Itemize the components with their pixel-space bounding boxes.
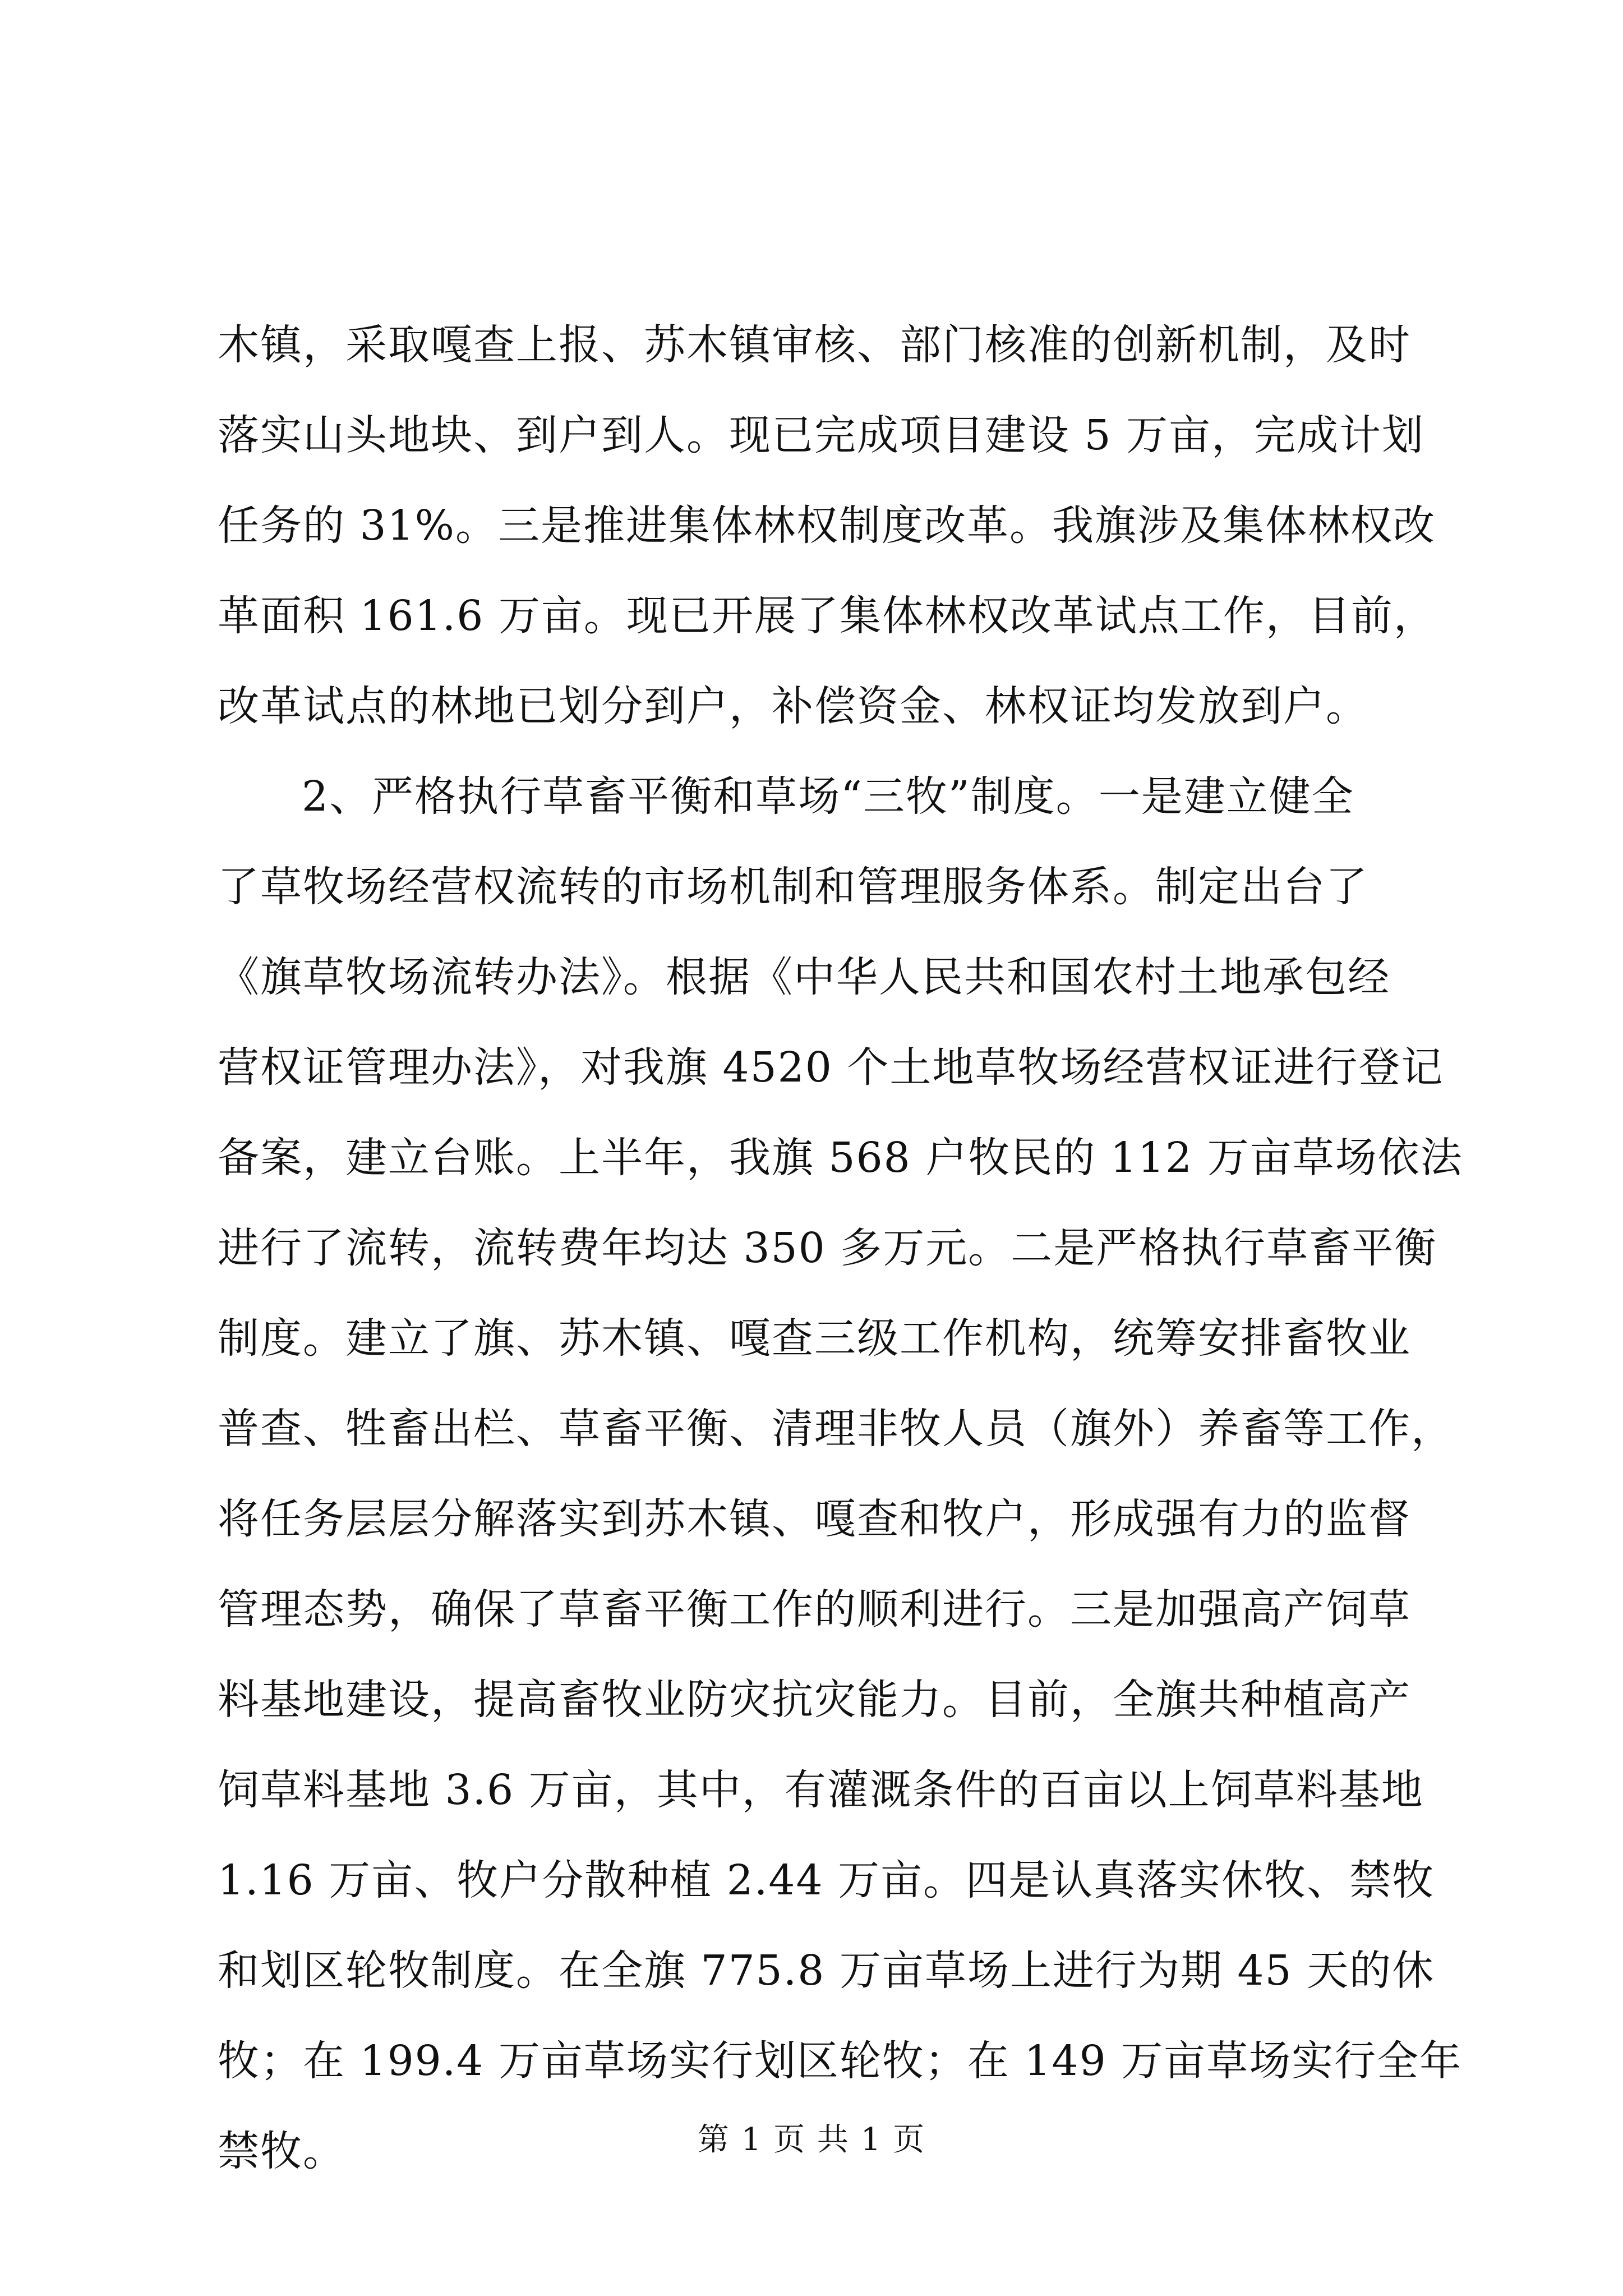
text-line: 将任务层层分解落实到苏木镇、嘎查和牧户，形成强有力的监督 bbox=[218, 1495, 1411, 1543]
body-text bbox=[218, 300, 1463, 2197]
text-line: 任务的 31%。三是推进集体林权制度改革。我旗涉及集体林权改 bbox=[218, 501, 1436, 550]
text-line: 1.16 万亩、牧户分散种植 2.44 万亩。四是认真落实休牧、禁牧 bbox=[218, 1856, 1435, 1904]
text-line: 营权证管理办法》，对我旗 4520 个土地草牧场经营权证进行登记 bbox=[218, 1043, 1444, 1092]
text-line: 料基地建设，提高畜牧业防灾抗灾能力。目前，全旗共种植高产 bbox=[218, 1676, 1411, 1724]
text-line: 制度。建立了旗、苏木镇、嘎查三级工作机构，统筹安排畜牧业 bbox=[218, 1314, 1411, 1363]
text-line: 管理态势，确保了草畜平衡工作的顺利进行。三是加强高产饲草 bbox=[218, 1585, 1411, 1634]
text-line: 和划区轮牧制度。在全旗 775.8 万亩草场上进行为期 45 天的休 bbox=[218, 1947, 1435, 1995]
text-line: 木镇，采取嘎查上报、苏木镇审核、部门核准的创新机制，及时 bbox=[218, 321, 1411, 369]
text-line: 进行了流转，流转费年均达 350 多万元。二是严格执行草畜平衡 bbox=[218, 1224, 1437, 1272]
text-line: 普查、牲畜出栏、草畜平衡、清理非牧人员（旗外）养畜等工作， bbox=[218, 1405, 1454, 1453]
text-line: 改革试点的林地已划分到户，补偿资金、林权证均发放到户。 bbox=[218, 682, 1368, 730]
text-line: 备案，建立台账。上半年，我旗 568 户牧民的 112 万亩草场依法 bbox=[218, 1134, 1463, 1182]
text-line: 《旗草牧场流转办法》。根据《中华人民共和国农村土地承包经 bbox=[218, 953, 1390, 1001]
text-line: 落实山头地块、到户到人。现已完成项目建设 5 万亩，完成计划 bbox=[218, 411, 1425, 459]
paragraph-start-line: 2、严格执行草畜平衡和草场“三牧”制度。一是建立健全 bbox=[302, 772, 1354, 821]
text-line: 革面积 161.6 万亩。现已开展了集体林权改革试点工作，目前， bbox=[218, 592, 1436, 640]
text-line: 禁牧。 bbox=[218, 2127, 345, 2175]
text-line: 饲草料基地 3.6 万亩，其中，有灌溉条件的百亩以上饲草料基地 bbox=[218, 1766, 1424, 1814]
page-footer: 第 1 页 共 1 页 bbox=[697, 2122, 926, 2158]
text-line: 牧；在 199.4 万亩草场实行划区轮牧；在 149 万亩草场实行全年 bbox=[218, 2037, 1463, 2085]
text-line: 了草牧场经营权流转的市场机制和管理服务体系。制定出台了 bbox=[218, 863, 1368, 911]
